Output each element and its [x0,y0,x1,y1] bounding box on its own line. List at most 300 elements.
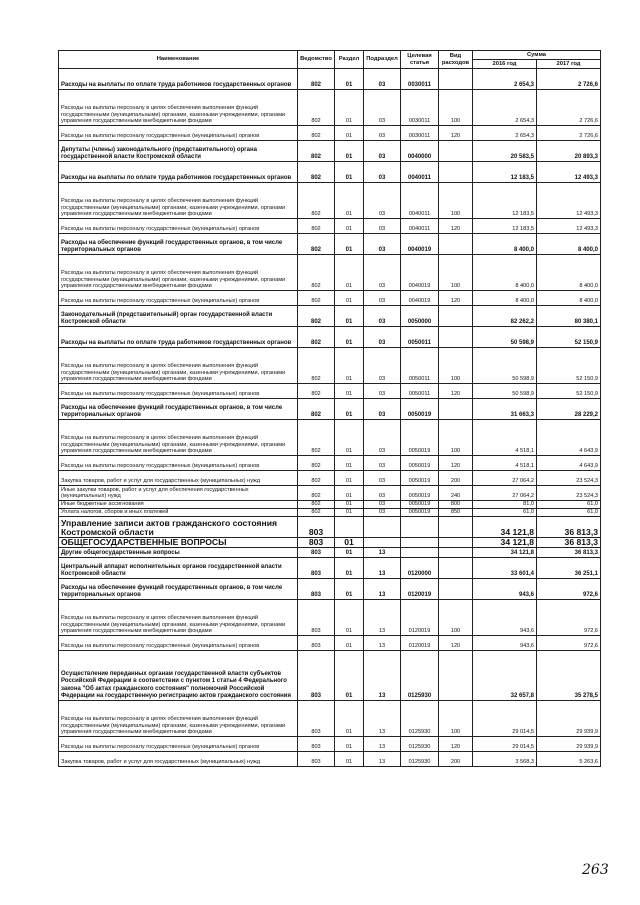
table-row [59,399,601,420]
table-row [59,420,601,456]
row-name-cell: Иные бюджетные ассигнования [59,501,298,509]
row-vedomstvo-cell: 802 [298,69,335,90]
row-vedomstvo-cell: 802 [298,327,335,348]
row-vid-raskhodov-cell: 200 [439,752,473,767]
row-celevaya-statya-cell: 0050019 [401,420,439,456]
row-podrazdel-cell: 03 [364,291,401,306]
row-podrazdel-cell: 03 [364,456,401,471]
row-podrazdel-cell: 03 [364,501,401,509]
row-vedomstvo-cell: 802 [298,141,335,162]
row-razdel-cell: 01 [335,752,364,767]
row-razdel-cell [335,517,364,538]
row-name-cell: Центральный аппарат исполнительных органов государственной власти Костромской области [59,558,298,579]
row-vedomstvo-cell: 803 [298,600,335,636]
row-name-cell: Управление записи актов гражданского состояния Костромской области [59,517,298,538]
row-name-cell: Расходы на выплаты персоналу в целях обеспечения выполнения функций государственными (муниципальными) органами, казенными учреждениями, органами управления государственными внебюджетными фондами [59,348,298,384]
row-sum-2016-cell: 2 654,3 [473,90,537,126]
row-name-cell: Расходы на выплаты по оплате труда работников государственных органов [59,327,298,348]
row-razdel-cell: 01 [335,509,364,517]
row-sum-2017-cell: 2 726,6 [537,90,601,126]
row-name-cell: Депутаты (члены) законодательного (представительного) органа государственной власти Костромской области [59,141,298,162]
row-vid-raskhodov-cell: 200 [439,471,473,486]
page-number: 263 [582,862,609,878]
table-row [59,471,601,486]
row-vid-raskhodov-cell [439,234,473,255]
row-sum-2017-cell: 61,0 [537,509,601,517]
table-row [59,183,601,219]
row-celevaya-statya-cell: 0040019 [401,291,439,306]
row-podrazdel-cell: 03 [364,90,401,126]
row-vid-raskhodov-cell: 240 [439,486,473,501]
row-vid-raskhodov-cell [439,69,473,90]
row-sum-2017-cell: 35 278,5 [537,651,601,701]
row-podrazdel-cell [364,517,401,538]
row-razdel-cell: 01 [335,234,364,255]
row-podrazdel-cell: 03 [364,255,401,291]
row-razdel-cell: 01 [335,471,364,486]
row-razdel-cell: 01 [335,538,364,548]
row-sum-2016-cell: 29 014,5 [473,701,537,737]
table-row [59,384,601,399]
row-podrazdel-cell: 13 [364,600,401,636]
row-celevaya-statya-cell: 0040019 [401,234,439,255]
row-sum-2017-cell: 52 150,9 [537,384,601,399]
row-sum-2016-cell: 34 121,8 [473,517,537,538]
row-sum-2016-cell: 12 183,5 [473,183,537,219]
row-sum-2016-cell: 20 583,5 [473,141,537,162]
row-vid-raskhodov-cell: 120 [439,636,473,651]
row-sum-2016-cell: 8 400,0 [473,291,537,306]
row-vid-raskhodov-cell: 800 [439,501,473,509]
row-podrazdel-cell: 13 [364,558,401,579]
row-celevaya-statya-cell: 0050000 [401,306,439,327]
row-vedomstvo-cell: 803 [298,517,335,538]
row-vid-raskhodov-cell: 120 [439,219,473,234]
row-sum-2016-cell: 943,6 [473,579,537,600]
row-name-cell: Расходы на выплаты персоналу в целях обеспечения выполнения функций государственными (муниципальными) органами, казенными учреждениями, органами управления государственными внебюджетными фондами [59,420,298,456]
row-vid-raskhodov-cell: 100 [439,600,473,636]
row-sum-2017-cell: 23 524,3 [537,471,601,486]
table-row [59,69,601,90]
row-sum-2017-cell: 972,6 [537,579,601,600]
row-sum-2016-cell: 8 400,0 [473,255,537,291]
row-razdel-cell: 01 [335,636,364,651]
row-celevaya-statya-cell: 0120000 [401,558,439,579]
row-vedomstvo-cell: 803 [298,737,335,752]
row-vedomstvo-cell: 803 [298,701,335,737]
row-razdel-cell: 01 [335,384,364,399]
row-razdel-cell: 01 [335,306,364,327]
row-vid-raskhodov-cell [439,548,473,558]
table-row [59,752,601,767]
row-razdel-cell: 01 [335,90,364,126]
row-razdel-cell: 01 [335,126,364,141]
row-sum-2017-cell: 52 150,9 [537,348,601,384]
header-summa: Сумма [473,51,601,60]
row-sum-2017-cell: 2 726,6 [537,69,601,90]
row-celevaya-statya-cell: 0040011 [401,219,439,234]
row-vedomstvo-cell: 802 [298,348,335,384]
row-celevaya-statya-cell: 0050011 [401,327,439,348]
row-sum-2016-cell: 29 014,5 [473,737,537,752]
row-razdel-cell: 01 [335,548,364,558]
table-row [59,291,601,306]
row-celevaya-statya-cell: 0120019 [401,600,439,636]
row-sum-2016-cell: 2 654,3 [473,69,537,90]
row-podrazdel-cell: 03 [364,471,401,486]
row-sum-2016-cell: 50 598,9 [473,348,537,384]
row-sum-2016-cell: 33 601,4 [473,558,537,579]
table-row [59,701,601,737]
row-celevaya-statya-cell: 0050019 [401,399,439,420]
row-razdel-cell: 01 [335,399,364,420]
row-vid-raskhodov-cell [439,517,473,538]
row-celevaya-statya-cell: 0030011 [401,69,439,90]
row-sum-2016-cell: 2 654,3 [473,126,537,141]
table-row [59,219,601,234]
row-sum-2017-cell: 8 400,0 [537,255,601,291]
row-podrazdel-cell: 03 [364,69,401,90]
row-vid-raskhodov-cell: 850 [439,509,473,517]
budget-table [58,50,601,767]
table-row [59,486,601,501]
row-sum-2017-cell: 36 813,3 [537,538,601,548]
row-vid-raskhodov-cell [439,306,473,327]
row-podrazdel-cell: 13 [364,548,401,558]
row-vedomstvo-cell: 803 [298,752,335,767]
row-vid-raskhodov-cell: 100 [439,255,473,291]
row-vedomstvo-cell: 802 [298,384,335,399]
row-vid-raskhodov-cell [439,651,473,701]
row-celevaya-statya-cell [401,517,439,538]
row-vedomstvo-cell: 803 [298,651,335,701]
row-sum-2016-cell: 61,0 [473,509,537,517]
row-podrazdel-cell: 13 [364,752,401,767]
row-podrazdel-cell: 03 [364,348,401,384]
row-podrazdel-cell: 03 [364,306,401,327]
table-row [59,517,601,538]
row-vedomstvo-cell: 802 [298,255,335,291]
row-celevaya-statya-cell: 0030011 [401,126,439,141]
row-sum-2016-cell: 12 183,5 [473,219,537,234]
header-vid-raskhodov: Вид расходов [439,51,473,69]
header-year-2017: 2017 год [537,60,601,69]
row-razdel-cell: 01 [335,501,364,509]
row-razdel-cell: 01 [335,291,364,306]
table-row [59,579,601,600]
row-name-cell: Уплата налогов, сборов и иных платежей [59,509,298,517]
row-razdel-cell: 01 [335,420,364,456]
row-vedomstvo-cell: 803 [298,636,335,651]
budget-table-container [58,50,600,767]
row-sum-2017-cell: 4 643,9 [537,420,601,456]
row-sum-2017-cell: 80 380,1 [537,306,601,327]
row-podrazdel-cell: 03 [364,509,401,517]
table-row [59,327,601,348]
row-vedomstvo-cell: 802 [298,501,335,509]
row-vid-raskhodov-cell: 120 [439,126,473,141]
table-row [59,234,601,255]
row-podrazdel-cell: 03 [364,486,401,501]
row-podrazdel-cell: 03 [364,399,401,420]
table-row [59,162,601,183]
row-vid-raskhodov-cell: 100 [439,348,473,384]
row-celevaya-statya-cell: 0050019 [401,486,439,501]
row-sum-2016-cell: 31 663,3 [473,399,537,420]
row-vedomstvo-cell: 803 [298,538,335,548]
table-row [59,509,601,517]
row-name-cell: Расходы на выплаты по оплате труда работников государственных органов [59,69,298,90]
row-vedomstvo-cell: 803 [298,579,335,600]
row-sum-2017-cell: 28 229,2 [537,399,601,420]
row-celevaya-statya-cell: 0040011 [401,183,439,219]
row-sum-2017-cell: 36 813,3 [537,548,601,558]
row-sum-2017-cell: 5 263,6 [537,752,601,767]
row-name-cell: Расходы на выплаты персоналу государственных (муниципальных) органов [59,737,298,752]
row-celevaya-statya-cell: 0120019 [401,636,439,651]
row-podrazdel-cell: 03 [364,327,401,348]
row-sum-2016-cell: 943,6 [473,636,537,651]
row-vid-raskhodov-cell [439,162,473,183]
row-razdel-cell: 01 [335,456,364,471]
row-sum-2016-cell: 943,6 [473,600,537,636]
header-podrazdel: Подраздел [364,51,401,69]
row-podrazdel-cell: 03 [364,162,401,183]
row-razdel-cell: 01 [335,327,364,348]
row-name-cell: Закупка товаров, работ и услуг для государственных (муниципальных) нужд [59,752,298,767]
table-row [59,636,601,651]
row-razdel-cell: 01 [335,558,364,579]
row-vedomstvo-cell: 802 [298,234,335,255]
row-sum-2016-cell: 4 518,1 [473,420,537,456]
row-razdel-cell: 01 [335,486,364,501]
row-name-cell: Другие общегосударственные вопросы [59,548,298,558]
row-vid-raskhodov-cell: 120 [439,456,473,471]
row-vid-raskhodov-cell: 100 [439,90,473,126]
row-sum-2017-cell: 29 939,9 [537,737,601,752]
row-sum-2017-cell: 36 813,3 [537,517,601,538]
row-podrazdel-cell: 03 [364,420,401,456]
row-name-cell: Расходы на выплаты персоналу в целях обеспечения выполнения функций государственными (муниципальными) органами, казенными учреждениями, органами управления государственными внебюджетными фондами [59,701,298,737]
row-podrazdel-cell: 03 [364,126,401,141]
table-row [59,651,601,701]
row-vedomstvo-cell: 802 [298,509,335,517]
table-row [59,348,601,384]
row-vedomstvo-cell: 803 [298,558,335,579]
row-podrazdel-cell: 13 [364,701,401,737]
row-vid-raskhodov-cell [439,558,473,579]
row-sum-2017-cell: 2 726,6 [537,126,601,141]
row-sum-2016-cell: 34 121,8 [473,538,537,548]
row-podrazdel-cell: 03 [364,219,401,234]
header-name: Наименование [59,51,298,69]
row-razdel-cell: 01 [335,69,364,90]
row-celevaya-statya-cell [401,548,439,558]
row-name-cell: Расходы на выплаты персоналу в целях обеспечения выполнения функций государственными (муниципальными) органами, казенными учреждениями, органами управления государственными внебюджетными фондами [59,255,298,291]
table-row [59,456,601,471]
row-sum-2017-cell: 4 643,9 [537,456,601,471]
row-name-cell: Расходы на выплаты персоналу в целях обеспечения выполнения функций государственными (муниципальными) органами, казенными учреждениями, органами управления государственными внебюджетными фондами [59,600,298,636]
row-sum-2017-cell: 23 524,3 [537,486,601,501]
row-celevaya-statya-cell [401,538,439,548]
row-name-cell: Расходы на выплаты персоналу государственных (муниципальных) органов [59,636,298,651]
table-row [59,126,601,141]
row-vedomstvo-cell: 802 [298,162,335,183]
row-celevaya-statya-cell: 0040000 [401,141,439,162]
row-celevaya-statya-cell: 0125930 [401,752,439,767]
row-razdel-cell: 01 [335,737,364,752]
row-vedomstvo-cell: 802 [298,306,335,327]
row-vid-raskhodov-cell: 120 [439,737,473,752]
row-name-cell: Иные закупки товаров, работ и услуг для обеспечения государственных (муниципальных) нужд [59,486,298,501]
row-sum-2017-cell: 972,6 [537,600,601,636]
row-razdel-cell: 01 [335,183,364,219]
row-name-cell: Расходы на обеспечение функций государственных органов, в том числе территориальных органов [59,399,298,420]
row-celevaya-statya-cell: 0030011 [401,90,439,126]
row-vedomstvo-cell: 802 [298,219,335,234]
table-row [59,255,601,291]
row-vid-raskhodov-cell: 120 [439,384,473,399]
row-vid-raskhodov-cell [439,538,473,548]
row-sum-2016-cell: 32 657,8 [473,651,537,701]
row-celevaya-statya-cell: 0120019 [401,579,439,600]
row-vedomstvo-cell: 802 [298,420,335,456]
table-row [59,141,601,162]
header-year-2016: 2016 год [473,60,537,69]
row-name-cell: Расходы на выплаты персоналу государственных (муниципальных) органов [59,219,298,234]
row-vedomstvo-cell: 802 [298,183,335,219]
table-row [59,558,601,579]
row-sum-2017-cell: 12 493,3 [537,162,601,183]
row-sum-2017-cell: 29 939,9 [537,701,601,737]
row-razdel-cell: 01 [335,651,364,701]
row-razdel-cell: 01 [335,219,364,234]
row-celevaya-statya-cell: 0050011 [401,384,439,399]
row-podrazdel-cell [364,538,401,548]
row-vedomstvo-cell: 802 [298,126,335,141]
row-sum-2016-cell: 50 598,9 [473,327,537,348]
row-celevaya-statya-cell: 0040011 [401,162,439,183]
table-row [59,90,601,126]
row-vid-raskhodov-cell [439,399,473,420]
row-razdel-cell: 01 [335,348,364,384]
row-vid-raskhodov-cell: 120 [439,291,473,306]
row-sum-2017-cell: 8 400,0 [537,234,601,255]
row-sum-2017-cell: 61,0 [537,501,601,509]
row-celevaya-statya-cell: 0050019 [401,509,439,517]
row-sum-2016-cell: 12 183,5 [473,162,537,183]
row-sum-2017-cell: 12 493,3 [537,183,601,219]
row-celevaya-statya-cell: 0050019 [401,456,439,471]
row-celevaya-statya-cell: 0125930 [401,737,439,752]
row-sum-2016-cell: 8 400,0 [473,234,537,255]
table-row [59,501,601,509]
row-podrazdel-cell: 03 [364,183,401,219]
row-sum-2016-cell: 27 064,2 [473,486,537,501]
row-podrazdel-cell: 13 [364,651,401,701]
row-podrazdel-cell: 03 [364,234,401,255]
table-header [59,51,601,69]
row-razdel-cell: 01 [335,600,364,636]
row-name-cell: Расходы на обеспечение функций государственных органов, в том числе территориальных органов [59,234,298,255]
table-row [59,737,601,752]
row-vid-raskhodov-cell [439,327,473,348]
row-celevaya-statya-cell: 0050019 [401,471,439,486]
row-celevaya-statya-cell: 0040019 [401,255,439,291]
row-celevaya-statya-cell: 0125930 [401,651,439,701]
row-name-cell: Расходы на выплаты персоналу государственных (муниципальных) органов [59,291,298,306]
table-row [59,548,601,558]
row-podrazdel-cell: 13 [364,737,401,752]
row-podrazdel-cell: 03 [364,141,401,162]
row-name-cell: Законодательный (представительный) орган государственной власти Костромской области [59,306,298,327]
table-body [59,69,601,767]
row-sum-2016-cell: 81,0 [473,501,537,509]
row-sum-2016-cell: 34 121,8 [473,548,537,558]
row-vedomstvo-cell: 802 [298,90,335,126]
row-podrazdel-cell: 03 [364,384,401,399]
row-vedomstvo-cell: 802 [298,471,335,486]
table-row [59,538,601,548]
row-vid-raskhodov-cell [439,579,473,600]
row-vedomstvo-cell: 802 [298,486,335,501]
row-vedomstvo-cell: 802 [298,456,335,471]
row-razdel-cell: 01 [335,255,364,291]
header-razdel: Раздел [335,51,364,69]
row-podrazdel-cell: 13 [364,579,401,600]
row-sum-2017-cell: 20 893,3 [537,141,601,162]
row-sum-2017-cell: 972,6 [537,636,601,651]
row-celevaya-statya-cell: 0050019 [401,501,439,509]
header-celevaya-statya: Целевая статья [401,51,439,69]
row-sum-2017-cell: 12 493,3 [537,219,601,234]
row-sum-2017-cell: 36 251,1 [537,558,601,579]
row-razdel-cell: 01 [335,141,364,162]
row-razdel-cell: 01 [335,162,364,183]
row-celevaya-statya-cell: 0050011 [401,348,439,384]
row-name-cell: Закупка товаров, работ и услуг для государственных (муниципальных) нужд [59,471,298,486]
row-podrazdel-cell: 13 [364,636,401,651]
row-sum-2016-cell: 4 518,1 [473,456,537,471]
row-name-cell: Расходы на выплаты персоналу в целях обеспечения выполнения функций государственными (муниципальными) органами, казенными учреждениями, органами управления государственными внебюджетными фондами [59,183,298,219]
row-vedomstvo-cell: 803 [298,548,335,558]
table-row [59,600,601,636]
row-vid-raskhodov-cell: 100 [439,701,473,737]
row-sum-2016-cell: 82 262,2 [473,306,537,327]
row-razdel-cell: 01 [335,701,364,737]
row-vedomstvo-cell: 802 [298,291,335,306]
row-name-cell: Расходы на выплаты персоналу государственных (муниципальных) органов [59,384,298,399]
row-vid-raskhodov-cell [439,141,473,162]
row-sum-2016-cell: 27 064,2 [473,471,537,486]
row-name-cell: Расходы на выплаты персоналу государственных (муниципальных) органов [59,126,298,141]
row-name-cell: Расходы на выплаты по оплате труда работников государственных органов [59,162,298,183]
row-sum-2017-cell: 8 400,0 [537,291,601,306]
row-vid-raskhodov-cell: 100 [439,183,473,219]
row-vedomstvo-cell: 802 [298,399,335,420]
row-sum-2016-cell: 50 598,9 [473,384,537,399]
row-vid-raskhodov-cell: 100 [439,420,473,456]
row-celevaya-statya-cell: 0125930 [401,701,439,737]
row-name-cell: Расходы на выплаты персоналу в целях обеспечения выполнения функций государственными (муниципальными) органами, казенными учреждениями, органами управления государственными внебюджетными фондами [59,90,298,126]
row-sum-2016-cell: 3 568,3 [473,752,537,767]
row-name-cell: Расходы на выплаты персоналу государственных (муниципальных) органов [59,456,298,471]
header-vedomstvo: Ведомство [298,51,335,69]
row-name-cell: ОБЩЕГОСУДАРСТВЕННЫЕ ВОПРОСЫ [59,538,298,548]
row-sum-2017-cell: 52 150,9 [537,327,601,348]
row-name-cell: Расходы на обеспечение функций государственных органов, в том числе территориальных органов [59,579,298,600]
row-name-cell: Осуществление переданных органам государственной власти субъектов Российской Федерации в соответствии с пунктом 1 статьи 4 Федерального закона "Об актах гражданского состояния" полномочий Российской Федерации на государственную регистрацию актов гражданского состояния [59,651,298,701]
